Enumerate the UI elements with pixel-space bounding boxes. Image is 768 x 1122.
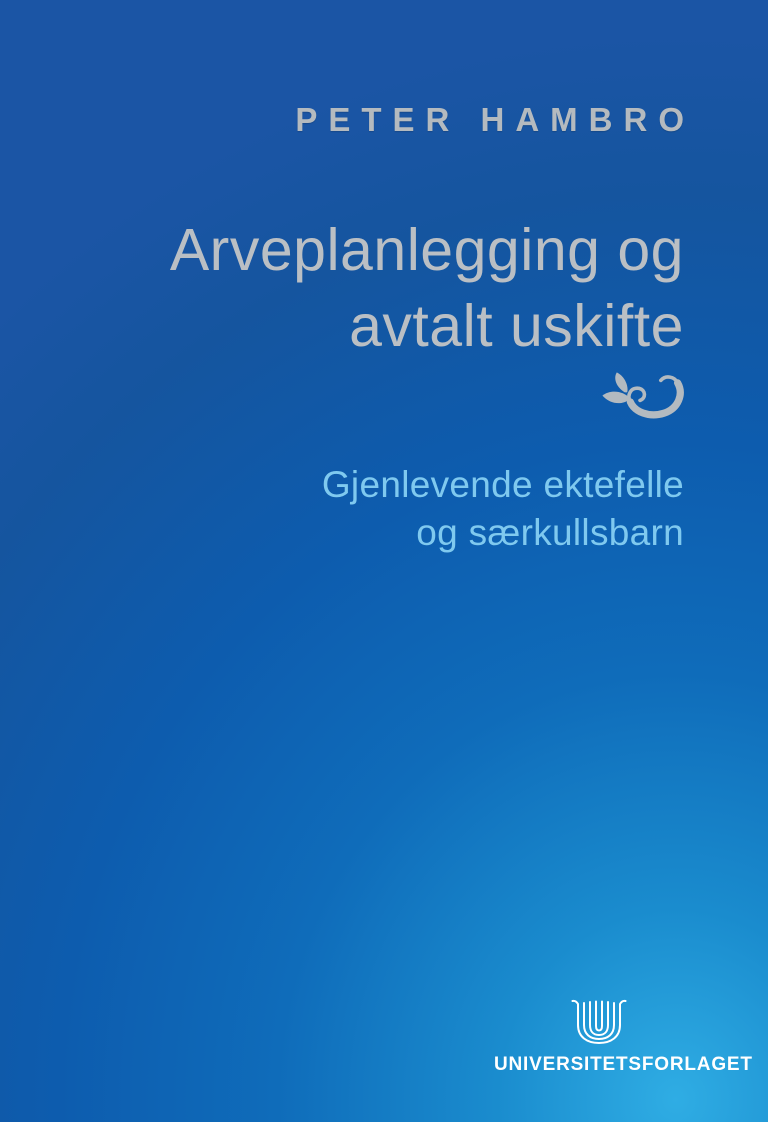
floral-flourish-icon <box>588 372 684 424</box>
book-title <box>170 212 684 364</box>
author-name: PETER HAMBRO <box>295 101 695 138</box>
book-subtitle <box>322 461 684 557</box>
title-line-2: avtalt uskifte <box>349 293 684 359</box>
subtitle-line-2: og særkullsbarn <box>416 512 684 553</box>
publisher-block <box>494 997 753 1076</box>
subtitle-line-1: Gjenlevende ektefelle <box>321 464 684 505</box>
universitetsforlaget-u-logo-icon <box>566 997 632 1047</box>
title-line-1: Arveplanlegging og <box>169 217 684 283</box>
publisher-name: UNIVERSITETSFORLAGET <box>494 1054 753 1075</box>
